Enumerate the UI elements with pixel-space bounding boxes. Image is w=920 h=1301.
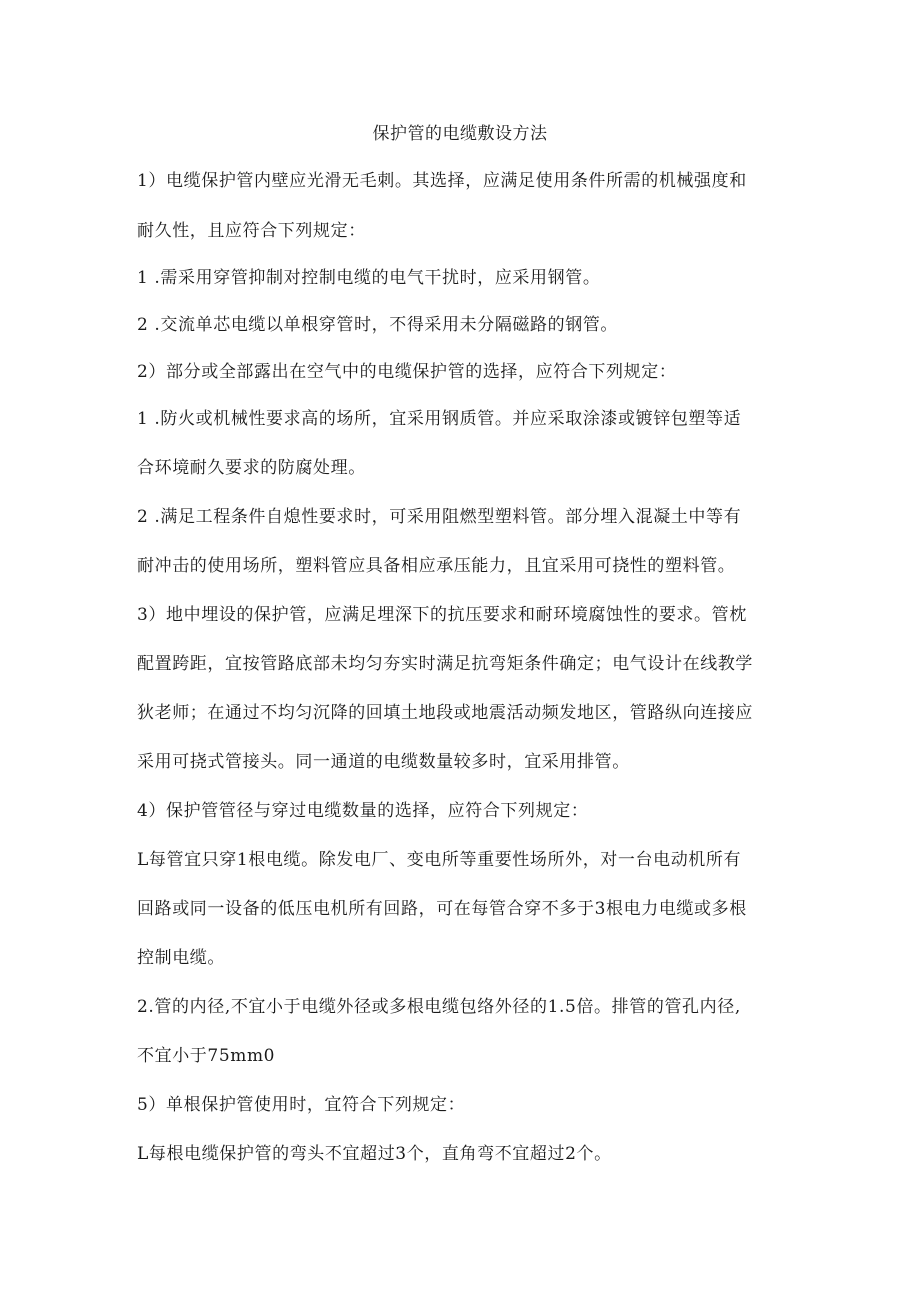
paragraph-line: 耐久性，且应符合下列规定： — [137, 221, 366, 241]
paragraph-line: 3）地中埋设的保护管，应满足埋深下的抗压要求和耐环境腐蚀性的要求。管枕 — [137, 605, 747, 625]
paragraph-line: 2）部分或全部露出在空气中的电缆保护管的选择，应符合下列规定： — [137, 362, 677, 382]
paragraph-line: 4）保护管管径与穿过电缆数量的选择，应符合下列规定： — [137, 801, 589, 821]
paragraph-line: 狄老师；在通过不均匀沉降的回填土地段或地震活动频发地区，管路纵向连接应 — [137, 703, 753, 723]
paragraph-line: 1 .需采用穿管抑制对控制电缆的电气干扰时，应采用钢管。 — [137, 268, 601, 288]
paragraph-line: L每管宜只穿1根电缆。除发电厂、变电所等重要性场所外，对一台电动机所有 — [137, 850, 742, 870]
paragraph-line: 耐冲击的使用场所，塑料管应具备相应承压能力，且宜采用可挠性的塑料管。 — [137, 556, 736, 576]
paragraph-line: 采用可挠式管接头。同一通道的电缆数量较多时，宜采用排管。 — [137, 752, 630, 772]
document-title: 保护管的电缆敷设方法 — [372, 124, 548, 144]
paragraph-line: 配置跨距，宜按管路底部未均匀夯实时满足抗弯矩条件确定；电气设计在线教学 — [137, 654, 753, 674]
paragraph-line: 2 .满足工程条件自熄性要求时，可采用阻燃型塑料管。部分埋入混凝土中等有 — [137, 507, 742, 527]
paragraph-line: 5）单根保护管使用时，宜符合下列规定： — [137, 1095, 466, 1115]
paragraph-line: 控制电缆。 — [137, 948, 225, 968]
paragraph-line: L每根电缆保护管的弯头不宜超过3个，直角弯不宜超过2个。 — [137, 1144, 612, 1164]
paragraph-line: 合环境耐久要求的防腐处理。 — [137, 458, 366, 478]
paragraph-line: 1）电缆保护管内壁应光滑无毛刺。其选择，应满足使用条件所需的机械强度和 — [137, 171, 747, 191]
paragraph-line: 回路或同一设备的低压电机所有回路，可在每管合穿不多于3根电力电缆或多根 — [137, 899, 747, 919]
paragraph-line: 不宜小于75mm0 — [137, 1046, 276, 1066]
paragraph-line: 2.管的内径,不宜小于电缆外径或多根电缆包络外径的1.5倍。排管的管孔内径, — [137, 997, 741, 1017]
paragraph-line: 1 .防火或机械性要求高的场所，宜采用钢质管。并应采取涂漆或镀锌包塑等适 — [137, 409, 742, 429]
paragraph-line: 2 .交流单芯电缆以单根穿管时，不得采用未分隔磁路的钢管。 — [137, 315, 619, 335]
